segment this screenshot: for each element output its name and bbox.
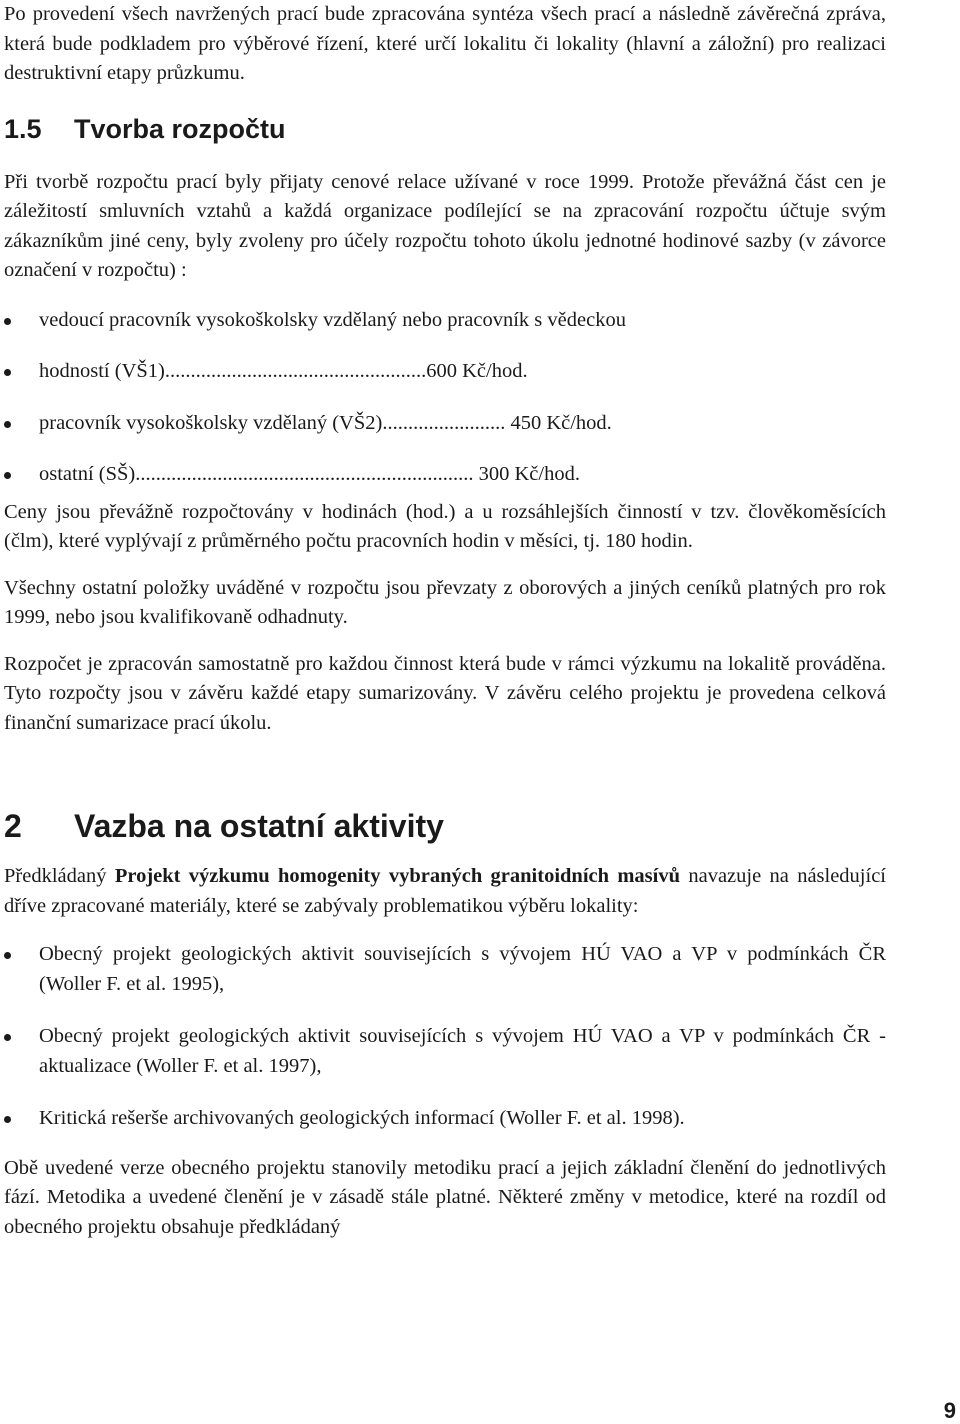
list-item [4,1104,886,1134]
list-item [4,306,886,336]
section-1-5-number: 1.5 [4,113,42,144]
section-2-heading [4,806,886,846]
section-1-5-heading [4,112,886,146]
list-item [4,409,886,439]
project-title-bold: Projekt výzkumu homogenity vybraných granitoidních masívů [114,865,681,887]
project-text: Obecný projekt geologických aktivit souvisejících s vývojem HÚ VAO a VP v podmínkách ČR - aktualizace (Woller F. et al. 1997), [39,1025,886,1077]
document-page [4,0,886,1242]
previous-projects-list [4,940,886,1134]
rate-text: hodností (VŠ1)...................................................600 Kč/hod. [39,360,528,382]
bullet-icon [4,1034,11,1041]
section-2-intro-paragraph [4,862,886,921]
bullet-icon [4,952,11,959]
bullet-icon [4,318,11,325]
rate-text: vedoucí pracovník vysokoškolsky vzdělaný nebo pracovník s vědeckou [39,308,626,331]
intro-paragraph: Po provedení všech navržených prací bude zpracována syntéza všech prací a následně závěrečná zpráva, která bude podkladem pro výběrové řízení, které určí lokalitu či lokality (hlavní a záložní) pro realizaci destruktivní etapy průzkumu. [4,3,886,84]
list-item [4,460,886,490]
section-2-number: 2 [4,808,22,844]
budget-paragraph-2: Ceny jsou převážně rozpočtovány v hodinách (hod.) a u rozsáhlejších činností v tzv. člověkoměsících (člm), které vyplývají z průměrného počtu pracovních hodin v měsíci, tj. 180 hodin. [4,500,886,552]
section-1-5-title: Tvorba rozpočtu [74,113,286,144]
section-2-title: Vazba na ostatní aktivity [74,808,444,844]
bullet-icon [4,369,11,376]
intro-tail-text: navazuje na následující dříve zpracované materiály, které se zabývaly problematikou výběru lokality: [4,865,886,917]
project-text: Kritická rešerše archivovaných geologických informací (Woller F. et al. 1998). [39,1107,685,1129]
list-item [4,940,886,999]
rate-text: ostatní (SŠ).................................................................. 300 Kč/hod. [39,463,580,485]
rate-text: pracovník vysokoškolsky vzdělaný (VŠ2)........................ 450 Kč/hod. [39,411,612,434]
list-item [4,1022,886,1081]
bullet-icon [4,472,11,479]
project-text: Obecný projekt geologických aktivit souvisejících s vývojem HÚ VAO a VP v podmínkách ČR (Woller F. et al. 1995), [39,943,886,995]
list-item [4,357,886,387]
budget-paragraph-1: Při tvorbě rozpočtu prací byly přijaty cenové relace užívané v roce 1999. Protože převážná část cen je záležitostí smluvních vztahů a každá organizace podílející se na zpracování rozpočtu účtuje svým zákazníkům jiné ceny, byly zvoleny pro účely rozpočtu tohoto úkolu jednotné hodinové sazby (v závorce označení v rozpočtu) : [4,170,886,281]
bullet-icon [4,1116,11,1123]
page-number: 9 [943,1398,956,1423]
bullet-icon [4,421,11,428]
hourly-rates-list [4,306,886,490]
intro-lead-text: Předkládaný [4,865,115,887]
budget-paragraph-4: Rozpočet je zpracován samostatně pro každou činnost která bude v rámci výzkumu na lokalitě prováděna. Tyto rozpočty jsou v závěru každé etapy sumarizovány. V závěru celého projektu je provedena celková finanční sumarizace prací úkolu. [4,652,886,734]
budget-paragraph-3: Všechny ostatní položky uváděné v rozpočtu jsou převzaty z oborových a jiných ceníků platných pro rok 1999, nebo jsou kvalifikovaně odhadnuty. [4,576,886,628]
closing-paragraph: Obě uvedené verze obecného projektu stanovily metodiku prací a jejich základní členění do jednotlivých fází. Metodika a uvedené členění je v zásadě stále platné. Některé změny v metodice, které na rozdíl od obecného projektu obsahuje předkládaný [4,1156,886,1238]
